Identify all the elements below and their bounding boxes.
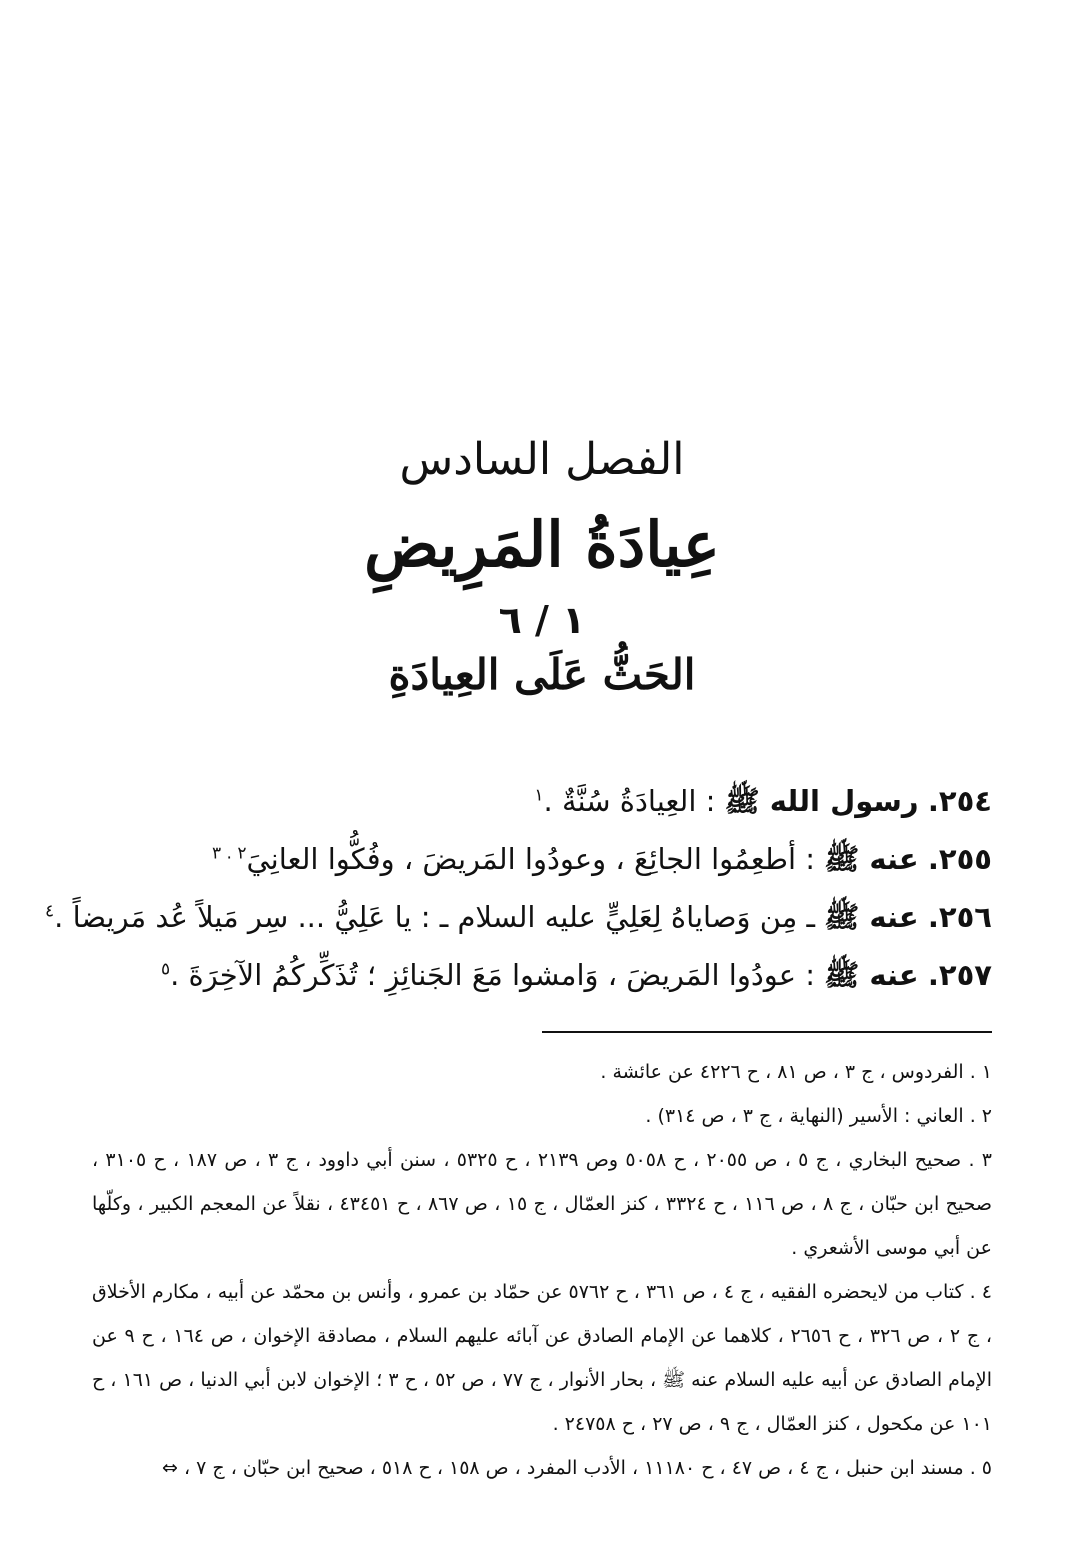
footnote-ref[interactable]: ١ [534, 785, 544, 806]
footnote-divider [542, 1031, 992, 1033]
section-number: ١ / ٦ [498, 598, 586, 642]
footnote-text: العاني : الأسير (النهاية ، ج ٣ ، ص ٣١٤) . [645, 1105, 964, 1127]
chapter-label: الفصل السادس [399, 434, 685, 485]
hadith-source: عنه ﷺ [824, 842, 919, 876]
footnote-ref[interactable]: ٢ . ٣ [212, 843, 247, 864]
chapter-header [0, 425, 1084, 707]
footnote-number: ٣ . [968, 1149, 992, 1171]
footnote-text: الفردوس ، ج ٣ ، ص ٨١ ، ح ٤٢٢٦ عن عائشة . [600, 1061, 964, 1083]
hadith-text: : عودُوا المَريضَ ، وَامشوا مَعَ الجَنائِزِ ؛ تُذَكِّركُمُ الآخِرَةَ . [170, 958, 816, 992]
footnote-text: مسند ابن حنبل ، ج ٤ ، ص ٤٧ ، ح ١١١٨٠ ، الأدب المفرد ، ص ١٥٨ ، ح ٥١٨ ، صحيح ابن حبّان ، ج ٧ ، ⇔ [162, 1457, 964, 1479]
hadith-text: : العِيادَةُ سُنَّةٌ . [543, 784, 716, 818]
footnote-number: ٥ . [969, 1457, 992, 1479]
footnote-item [92, 1094, 992, 1138]
hadith-item [45, 888, 992, 946]
footnote-list [92, 1050, 992, 1490]
footnote-number: ٤ . [969, 1281, 992, 1303]
footnote-number: ١ . [969, 1061, 992, 1083]
hadith-number: ٢٥٤. [927, 784, 992, 818]
hadith-source: عنه ﷺ [824, 958, 919, 992]
hadith-item [92, 772, 992, 830]
hadith-item [92, 830, 992, 888]
footnote-ref[interactable]: ٤ [45, 901, 55, 922]
footnote-number: ٢ . [969, 1105, 992, 1127]
hadith-list [45, 772, 992, 1004]
footnote-item [92, 1138, 992, 1270]
section-title: الحَثُّ عَلَى العِيادَةِ [388, 650, 696, 699]
hadith-source: رسول الله ﷺ [724, 784, 919, 818]
footnote-item [92, 1050, 992, 1094]
footnote-ref[interactable]: ٥ [160, 959, 171, 980]
hadith-item [92, 946, 992, 1004]
hadith-text: ـ مِن وَصاياهُ لِعَلِيٍّ عليه السلام ـ : يا عَلِيُّ ... سِر مَيلاً عُد مَريضاً . [54, 900, 816, 934]
footnote-item [92, 1446, 992, 1490]
footnote-text: صحيح البخاري ، ج ٥ ، ص ٢٠٥٥ ، ح ٥٠٥٨ وص ٢١٣٩ ، ح ٥٣٢٥ ، سنن أبي داوود ، ج ٣ ، ص ١٨٧ ، ح ٣١٠٥ ، صحيح ابن حبّان ، ج ٨ ، ص ١١٦ ، ح ٣٣٢٤ ، كنز العمّال ، ج ١٥ ، ص ٨٦٧ ، ح ٤٣٤٥١ ، نقلاً عن المعجم الكبير ، وكلّها عن أبي موسى الأشعري . [92, 1149, 992, 1259]
hadith-number: ٢٥٦. [927, 900, 992, 934]
hadith-text: : أطعِمُوا الجائِعَ ، وعودُوا المَريضَ ، وفُكُّوا العانِيَ [246, 842, 816, 876]
chapter-title: عِيادَةُ المَرِيضِ [364, 508, 720, 581]
hadith-number: ٢٥٥. [927, 842, 992, 876]
hadith-source: عنه ﷺ [824, 900, 919, 934]
footnote-item [92, 1270, 992, 1446]
hadith-number: ٢٥٧. [927, 958, 992, 992]
footnote-text: كتاب من لايحضره الفقيه ، ج ٤ ، ص ٣٦١ ، ح ٥٧٦٢ عن حمّاد بن عمرو ، وأنس بن محمّد عن أبيه ، مكارم الأخلاق ، ج ٢ ، ص ٣٢٦ ، ح ٢٦٥٦ ، كلاهما عن الإمام الصادق عن آبائه عليهم السلام ، مصادقة الإخوان ، ص ١٦٤ ، ح ٩ عن الإمام الصادق عن أبيه عليه السلام عنه ﷺ ، بحار الأنوار ، ج ٧٧ ، ص ٥٢ ، ح ٣ ؛ الإخوان لابن أبي الدنيا ، ص ١٦١ ، ح ١٠١ عن مكحول ، كنز العمّال ، ج ٩ ، ص ٢٧ ، ح ٢٤٧٥٨ . [92, 1281, 992, 1435]
